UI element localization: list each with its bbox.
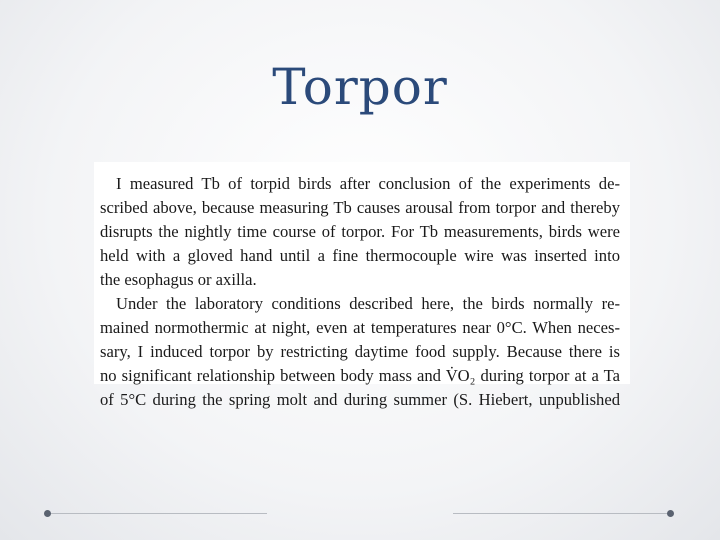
- text-excerpt-image: [94, 162, 630, 409]
- excerpt-line: disrupts the nightly time course of torpor. For Tb measurements, birds were: [100, 222, 620, 241]
- excerpt-line: Under the laboratory conditions described here, the birds normally re-: [116, 294, 620, 313]
- footer-divider-left: [47, 513, 267, 514]
- footer-bullet-left: [44, 510, 51, 517]
- excerpt-line: mained normothermic at night, even at temperatures near 0°C. When neces-: [100, 318, 620, 337]
- footer-bullet-right: [667, 510, 674, 517]
- excerpt-line: no significant relationship between body mass and V̇O₂ during torpor at a Ta: [100, 366, 620, 385]
- excerpt-line: held with a gloved hand until a fine thermocouple wire was inserted into: [100, 246, 620, 265]
- excerpt-line: I measured Tb of torpid birds after conclusion of the experiments de-: [116, 174, 620, 193]
- excerpt-line: the esophagus or axilla.: [100, 270, 257, 289]
- excerpt-line: of 5°C during the spring molt and during summer (S. Hiebert, unpublished: [100, 390, 620, 409]
- slide-title: Torpor: [272, 58, 448, 116]
- excerpt-line: scribed above, because measuring Tb causes arousal from torpor and thereby: [100, 198, 620, 217]
- excerpt-paragraphs: [94, 162, 630, 412]
- excerpt-line: sary, I induced torpor by restricting daytime food supply. Because there is: [100, 342, 620, 361]
- footer-divider-right: [453, 513, 671, 514]
